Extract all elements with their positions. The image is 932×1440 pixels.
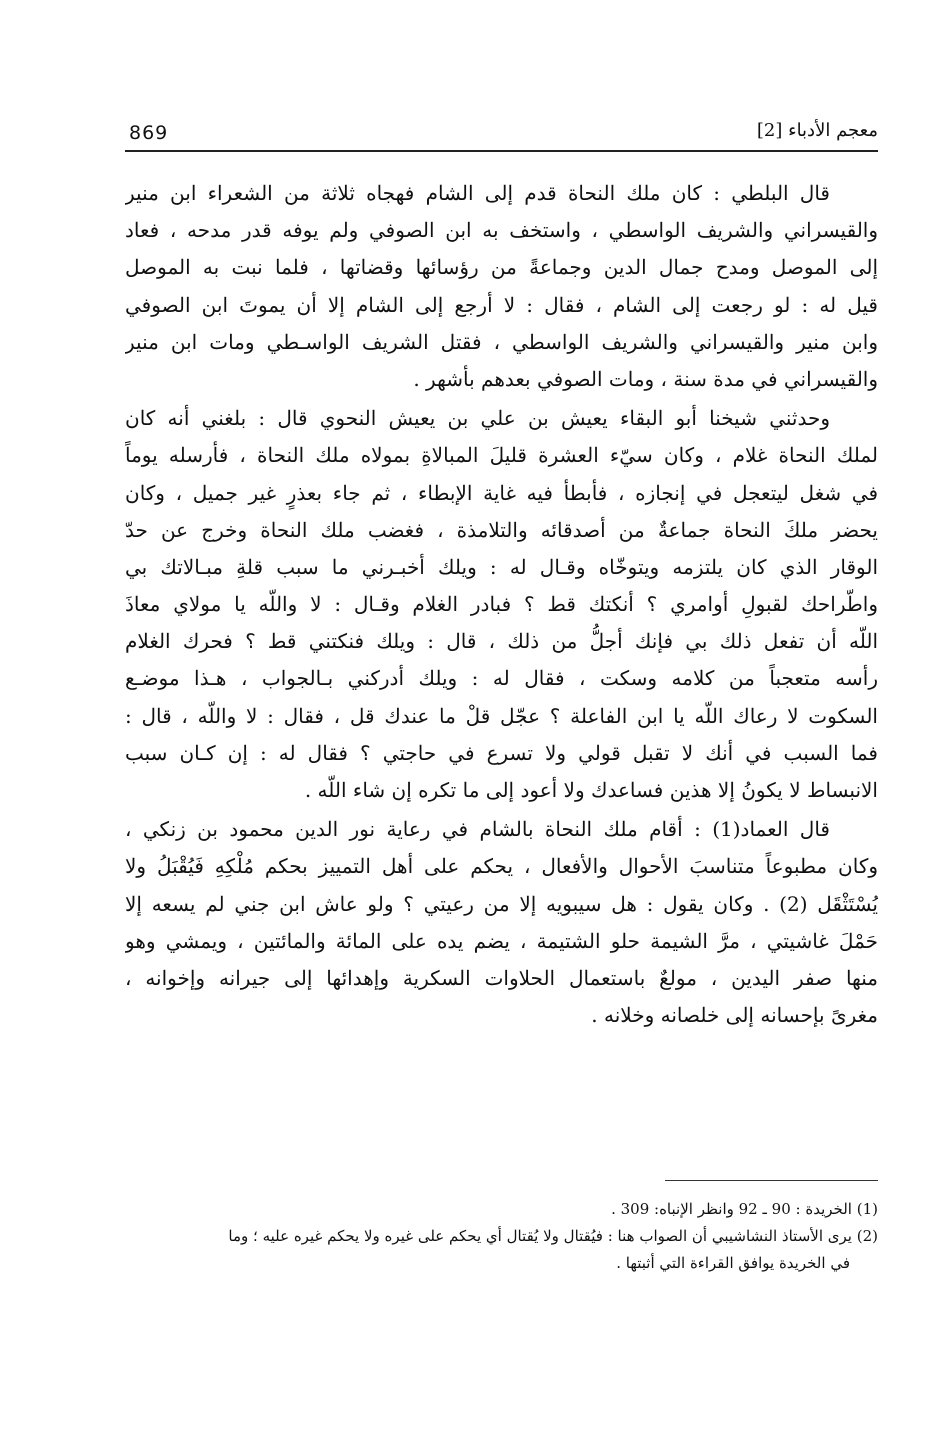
footnote-line: في الخريدة يوافق القراءة التي أثبتها . — [616, 1254, 850, 1272]
text-line: السكوت لا رعاك اللّه يا ابن الفاعلة ؟ عجّل قلْ ما عندك قل ، فقال : لا واللّه ، قال : — [125, 703, 878, 728]
page-number: 869 — [129, 122, 169, 144]
text-line: قيل له : لو رجعت إلى الشام ، فقال : لا أرجع إلى الشام إلا أن يموتَ ابن الصوفي — [125, 292, 878, 317]
text-line: والقيسراني في مدة سنة ، ومات الصوفي بعدهم بأشهر . — [413, 366, 878, 391]
footnote-rule — [665, 1180, 878, 1181]
footnote-line: (1) الخريدة : 90 ـ 92 وانظر الإنباه: 309 . — [611, 1200, 878, 1218]
paragraph — [125, 811, 878, 1034]
text-line: والقيسراني والشريف الواسطي ، واستخف به ابن الصوفي ولم يوفه قدر مدحه ، فعاد — [125, 218, 878, 243]
header-rule — [125, 150, 878, 152]
text-line: حَمْلَ غاشيتي ، مرَّ الشيمة حلو الشتيمة ، يضم يده على المائة والمائتين ، ويمشي وهو — [125, 928, 878, 953]
text-line: اللّه أن تفعل ذلك بي فإنك أجلُّ من ذلك ، قال : ويلك فنكتني قط ؟ فحرك الغلام — [125, 629, 878, 654]
footnote — [125, 1196, 878, 1223]
text-line: منها صفر اليدين ، مولعٌ باستعمال الحلاوات السكرية وإهدائها إلى جيرانه وإخوانه ، — [125, 965, 878, 990]
running-title: معجم الأدباء [2] — [756, 120, 878, 141]
text-line: الانبساط لا يكونُ إلا هذين فساعدك ولا أعود إلى ما تكره إن شاء اللّه . — [304, 778, 878, 802]
text-line: قال البلطي : كان ملك النحاة قدم إلى الشام فهجاه ثلاثة من الشعراء ابن منير — [125, 181, 830, 205]
footnote — [125, 1223, 878, 1277]
text-line: مغرىً بإحسانه إلى خلصانه وخلانه . — [591, 1003, 878, 1028]
text-line: وكان مطبوعاً متناسبَ الأحوال والأفعال ، يحكم على أهل التمييز بحكم مُلْكِهِ فَيُقْبَلُ ولا — [125, 854, 878, 879]
text-line: يُسْتَثْقَل (2) . وكان يقول : هل سيبويه إلا من رعيتي ؟ ولو عاش ابن جني لم يسعه إلا — [125, 891, 878, 916]
text-line: وحدثني شيخنا أبو البقاء يعيش بن علي بن يعيش النحوي قال : بلغني أنه كان — [125, 406, 830, 431]
body-text — [125, 175, 878, 1034]
text-line: قال العماد(1) : أقام ملك النحاة بالشام في رعاية نور الدين محمود بن زنكي ، — [125, 817, 830, 842]
footnote-line: (2) يرى الأستاذ النشاشيبي أن الصواب هنا : فيُقتال ولا يُقتال أي يحكم على غيره ولا يحكم غيره عليه ؛ وما — [228, 1227, 878, 1245]
text-line: في شغل ليتعجل في إنجازه ، فأبطأ فيه غاية الإبطاء ، ثم جاء بعذرٍ غير جميل ، وكان — [125, 480, 878, 505]
text-line: لملك النحاة غلام ، وكان سيّء العشرة قليلَ المبالاةِ بمولاه ملك النحاة ، فأرسله يوماً — [125, 443, 878, 468]
text-line: إلى الموصل ومدح جمال الدين وجماعةً من رؤسائها وقضاتها ، فلما نبت به الموصل — [125, 255, 878, 280]
footnotes — [125, 1196, 878, 1277]
paragraph — [125, 175, 878, 398]
text-line: واطّراحك لقبولِ أوامري ؟ أنكتك قط ؟ فبادر الغلام وقـال : لا واللّه يا مولاي معاذَ — [125, 592, 878, 617]
text-line: فما السبب في أنك لا تقبل قولي ولا تسرع في حاجتي ؟ فقال له : إن كـان سبب — [125, 740, 878, 765]
page-header — [125, 118, 878, 148]
text-line: وابن منير والقيسراني والشريف الواسطي ، فقتل الشريف الواسـطي ومات ابن منير — [125, 329, 878, 354]
text-line: الوقار الذي كان يلتزمه ويتوخّاه وقـال له : ويلك أخبـرني ما سبب قلةِ مبـالاتك بي — [125, 554, 878, 579]
text-line: رأسه متعجباً من كلامه وسكت ، فقال له : ويلك أدركني بـالجواب ، هـذا موضـع — [125, 666, 878, 691]
text-line: يحضر ملكَ النحاة جماعةٌ من أصدقائه والتلامذة ، فغضب ملك النحاة وخرج عن حدّ — [125, 517, 878, 542]
paragraph — [125, 400, 878, 809]
